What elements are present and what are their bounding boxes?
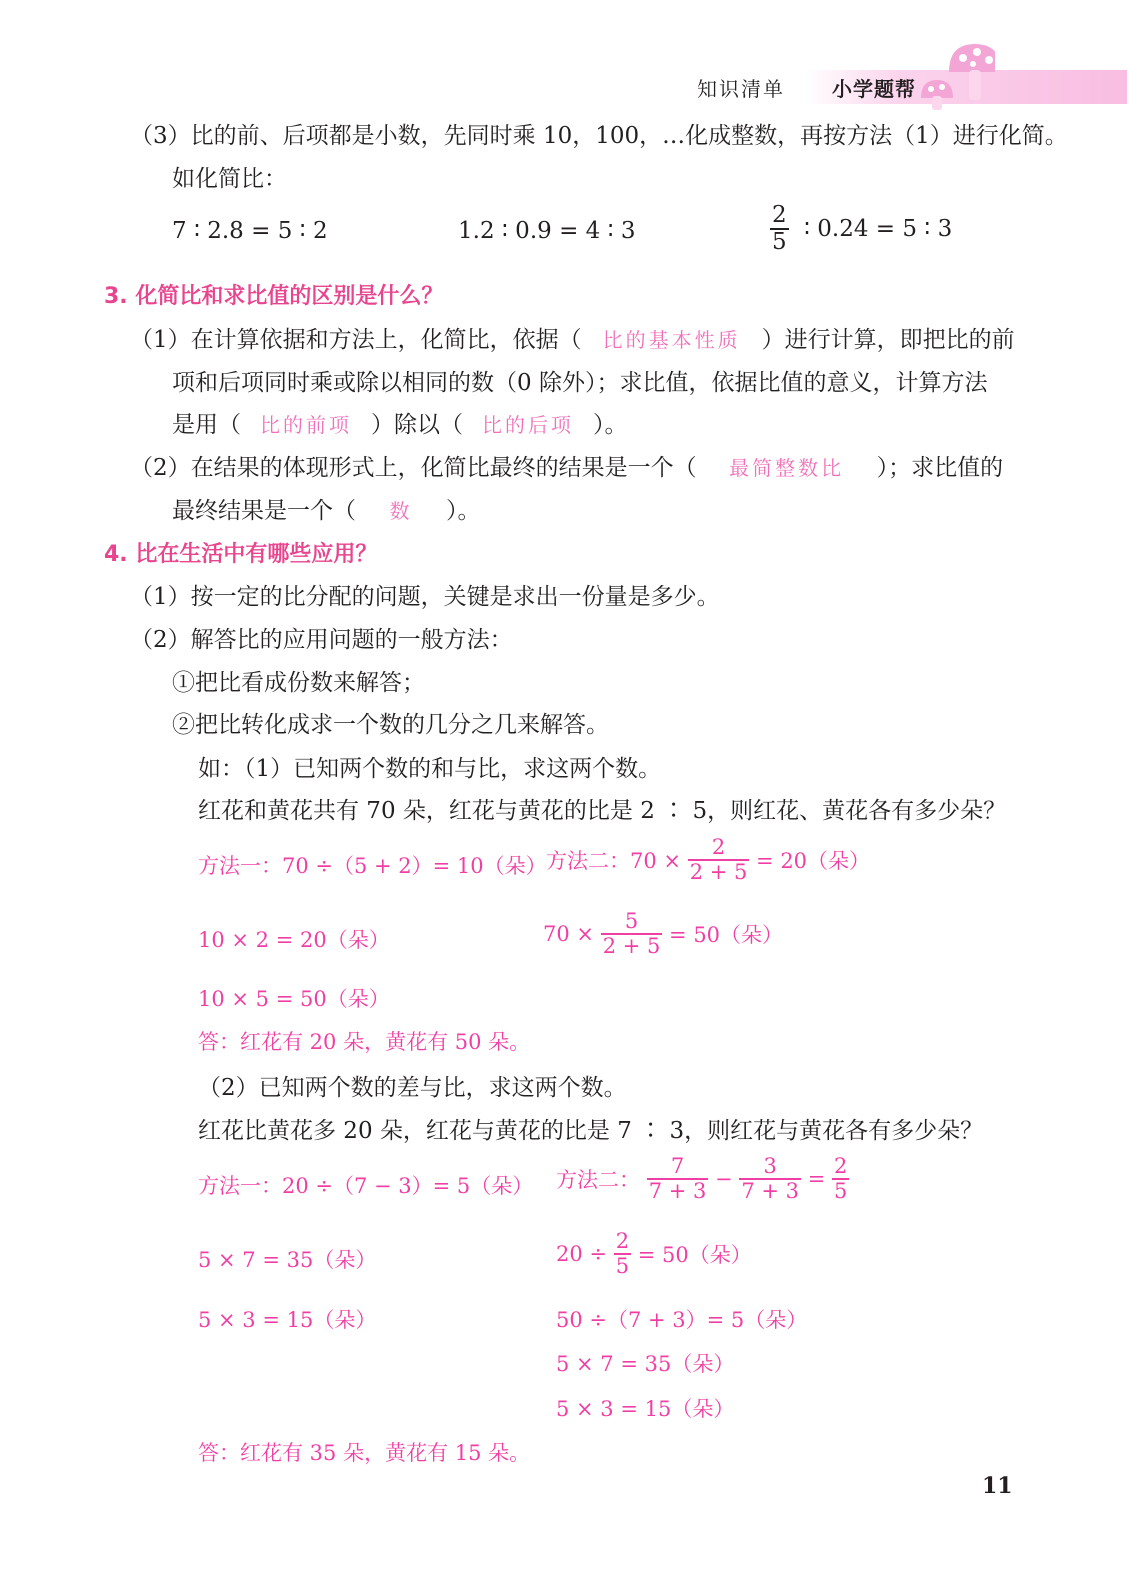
ex2-method2-step4: 5 × 7 = 35（朵） bbox=[556, 1352, 735, 1376]
example-ratio-3: $\frac{2}{5}$ ∶ 0.24 = 5 ∶ 3 bbox=[772, 202, 953, 256]
sec4-p1: （1）按一定的比分配的问题，关键是求出一份量是多少。 bbox=[130, 584, 720, 610]
page-number: 11 bbox=[982, 1473, 1013, 1499]
rule-item-3: （3）比的前、后项都是小数，先同时乘 10，100，…化成整数，再按方法（1）进行化简。 bbox=[130, 123, 1068, 149]
fraction: $\frac{7}{7 + 3}$ bbox=[648, 1154, 707, 1204]
example-2-title: （2）已知两个数的差与比，求这两个数。 bbox=[198, 1075, 627, 1101]
ex2-method2-step2: 20 ÷ $\frac{2}{5}$ = 50（朵） bbox=[556, 1229, 752, 1279]
example-label: 如化简比： bbox=[172, 166, 287, 192]
example-1-problem: 红花和黄花共有 70 朵，红花与黄花的比是 2 ∶ 5，则红花、黄花各有多少朵？ bbox=[198, 798, 1007, 824]
fill-blank: 数 bbox=[389, 499, 413, 523]
fill-blank: 比的后项 bbox=[482, 413, 574, 437]
sec3-p2-line2: 最终结果是一个（ 数 ）。 bbox=[172, 492, 481, 525]
section-3-heading: 3. 化简比和求比值的区别是什么？ bbox=[104, 284, 444, 309]
example-1-title: 如：（1）已知两个数的和与比，求这两个数。 bbox=[198, 756, 662, 782]
ex1-answer: 答：红花有 20 朵，黄花有 50 朵。 bbox=[198, 1030, 531, 1054]
ex2-method2-step3: 50 ÷（7 + 3）= 5（朵） bbox=[556, 1308, 808, 1332]
section-4-heading: 4. 比在生活中有哪些应用？ bbox=[104, 542, 378, 567]
fill-blank: 比的基本性质 bbox=[602, 328, 741, 352]
sec3-p2-line1: （2）在结果的体现形式上，化简比最终的结果是一个（ 最简整数比 ）；求比值的 bbox=[130, 449, 1003, 482]
method-2: ②把比转化成求一个数的几分之几来解答。 bbox=[172, 712, 609, 738]
ex1-method2-step1: 方法二：70 × $\frac{2}{2 + 5}$ = 20（朵） bbox=[546, 835, 871, 885]
fill-blank: 最简整数比 bbox=[729, 456, 845, 480]
example-ratio-2: 1.2 ∶ 0.9 = 4 ∶ 3 bbox=[458, 218, 636, 244]
ex2-method1-step3: 5 × 3 = 15（朵） bbox=[198, 1308, 377, 1332]
example-2-problem: 红花比黄花多 20 朵，红花与黄花的比是 7 ∶ 3，则红花与黄花各有多少朵？ bbox=[198, 1118, 984, 1144]
ex2-method1-step2: 5 × 7 = 35（朵） bbox=[198, 1248, 377, 1272]
ex2-method2-step1: 方法二： $\frac{7}{7 + 3}$ − $\frac{3}{7 + 3}$ = $\frac{2}{5}$ bbox=[556, 1154, 848, 1204]
sec3-p1-line1: （1）在计算依据和方法上，化简比，依据（ 比的基本性质 ）进行计算，即把比的前 bbox=[130, 321, 1015, 354]
ex1-method1-step1: 方法一：70 ÷（5 + 2）= 10（朵） bbox=[198, 854, 547, 878]
sec3-p1-line3: 是用（ 比的前项 ）除以（ 比的后项 ）。 bbox=[172, 406, 628, 439]
header-brand: 小学题帮 bbox=[832, 77, 916, 101]
ex2-method2-step5: 5 × 3 = 15（朵） bbox=[556, 1397, 735, 1421]
method-1: ①把比看成份数来解答； bbox=[172, 670, 425, 696]
ex1-method1-step3: 10 × 5 = 50（朵） bbox=[198, 987, 390, 1011]
ex1-method1-step2: 10 × 2 = 20（朵） bbox=[198, 928, 390, 952]
fraction: $\frac{2}{5}$ bbox=[615, 1229, 630, 1279]
ex2-answer: 答：红花有 35 朵，黄花有 15 朵。 bbox=[198, 1441, 531, 1465]
sec3-p1-line2: 项和后项同时乘或除以相同的数（0 除外）；求比值，依据比值的意义，计算方法 bbox=[172, 370, 988, 396]
fraction: $\frac{5}{2 + 5}$ bbox=[602, 909, 661, 959]
example-ratio-1: 7 ∶ 2.8 = 5 ∶ 2 bbox=[172, 218, 328, 244]
fraction: $\frac{2}{2 + 5}$ bbox=[689, 835, 748, 885]
mushroom-icon bbox=[915, 42, 995, 112]
fraction: $\frac{2}{5}$ bbox=[834, 1154, 848, 1204]
fill-blank: 比的前项 bbox=[260, 413, 352, 437]
fraction: $\frac{2}{5}$ bbox=[772, 202, 787, 256]
ex1-method2-step2: 70 × $\frac{5}{2 + 5}$ = 50（朵） bbox=[543, 909, 784, 959]
ex2-method1-step1: 方法一：20 ÷（7 − 3）= 5（朵） bbox=[198, 1174, 534, 1198]
fraction: $\frac{3}{7 + 3}$ bbox=[741, 1154, 800, 1204]
sec4-p2: （2）解答比的应用问题的一般方法： bbox=[130, 627, 513, 653]
header-category: 知识清单 bbox=[697, 77, 785, 101]
